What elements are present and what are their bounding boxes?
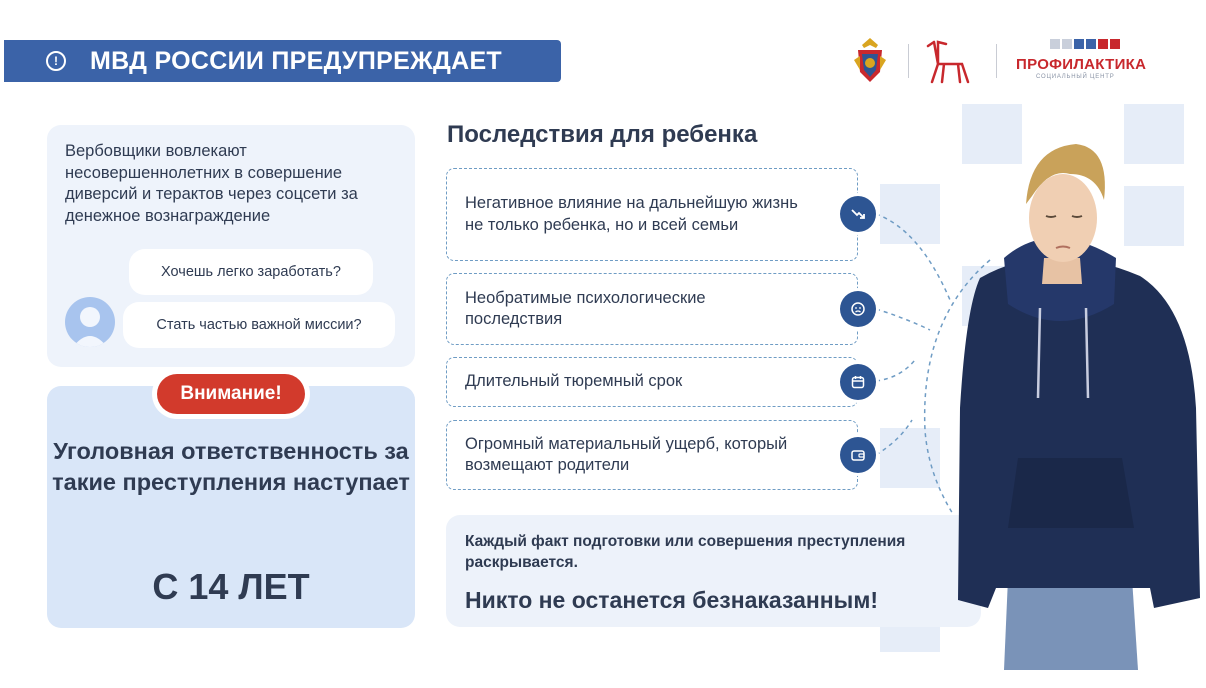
consequence-item-2 <box>446 273 858 345</box>
chat-bubble-2: Стать частью важной миссии? <box>123 302 395 348</box>
consequence-text-3: Длительный тюремный срок <box>465 372 683 391</box>
bottom-text-1: Каждый факт подготовки или совершения преступления раскрывается. <box>465 533 906 571</box>
consequence-text-4: Огромный материальный ущерб, который возмещают родители <box>465 434 788 474</box>
calendar-icon <box>840 364 876 400</box>
trend-down-icon <box>840 196 876 232</box>
chat-bubble-1: Хочешь легко заработать? <box>129 249 373 295</box>
consequence-item-3 <box>446 357 858 407</box>
wallet-icon <box>840 437 876 473</box>
sad-face-icon <box>840 291 876 327</box>
consequence-text-1: Негативное влияние на дальнейшую жизнь не только ребенка, но и всей семьи <box>465 194 798 234</box>
consequence-item-4 <box>446 420 858 490</box>
profilaktika-subtitle: СОЦИАЛЬНЫЙ ЦЕНТР <box>1036 74 1115 80</box>
liability-text: Уголовная ответственность за такие преступления наступает <box>52 438 410 495</box>
bottom-text-2: Никто не останется безнаказанным! <box>465 587 878 613</box>
attention-badge: Внимание! <box>157 374 305 414</box>
boy-in-hoodie-image <box>900 108 1206 670</box>
header-title: МВД РОССИИ ПРЕДУПРЕЖДАЕТ <box>90 46 502 75</box>
consequences-title: Последствия для ребенка <box>447 121 758 148</box>
profilaktika-title: ПРОФИЛАКТИКА <box>1016 56 1147 73</box>
consequence-text-2: Необратимые психологические последствия <box>465 288 706 328</box>
exclamation-circle-icon: ! <box>46 51 66 71</box>
age-text: С 14 ЛЕТ <box>152 566 310 607</box>
consequence-item-1 <box>446 168 858 261</box>
recruiters-text: Вербовщики вовлекают несовершеннолетних в совершение диверсий и терактов через соцсети за денежное вознаграждение <box>65 142 358 225</box>
